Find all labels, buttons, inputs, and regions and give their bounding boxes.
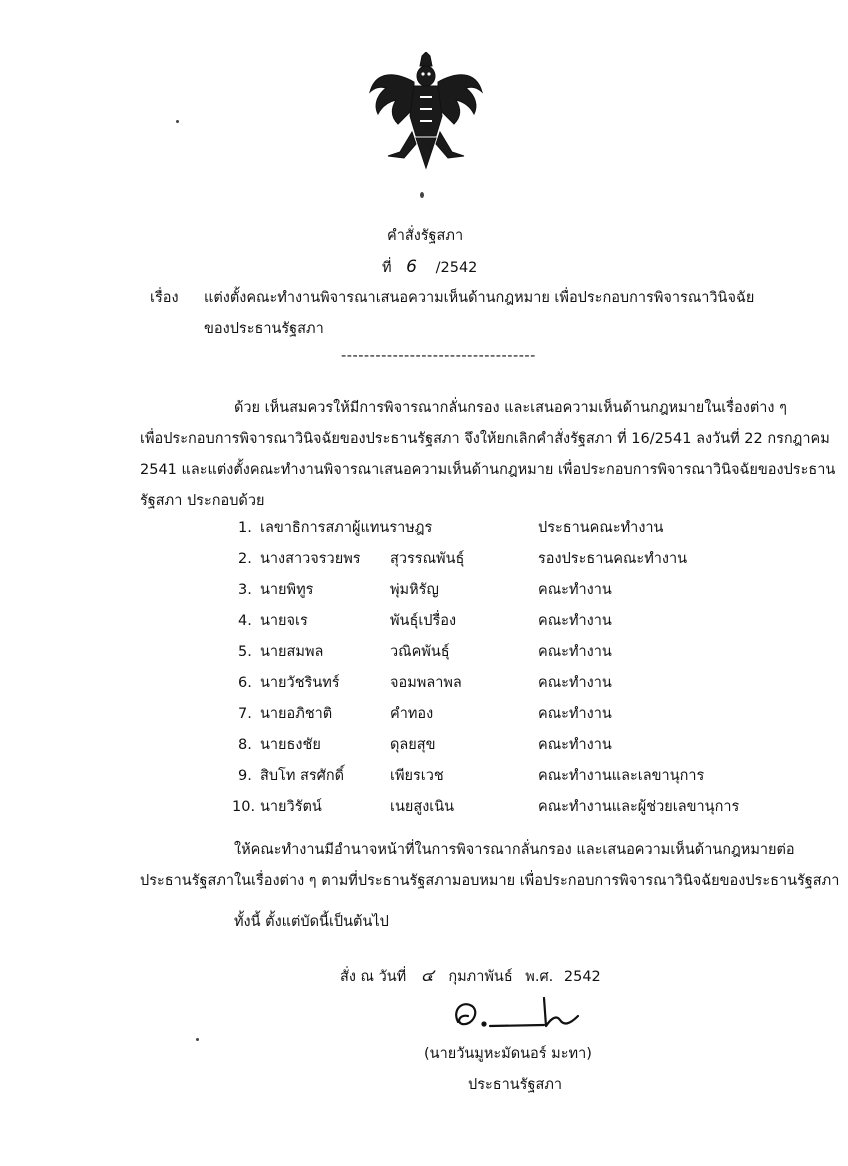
member-first-name: นายวัชรินทร์ — [260, 675, 340, 691]
member-first-name: นายวิรัตน์ — [260, 799, 322, 815]
signing-day: ๔ — [420, 966, 434, 986]
member-first-name: นางสาวจรวยพร — [260, 551, 361, 567]
member-first-name: สิบโท สรศักดิ์ — [260, 768, 345, 784]
paragraph-1-line-4: รัฐสภา ประกอบด้วย — [140, 493, 265, 509]
scan-speck — [420, 192, 424, 198]
signing-year-prefix: พ.ศ. — [525, 969, 554, 985]
subject-line-2: ของประธานรัฐสภา — [204, 321, 324, 337]
member-last-name: เพียรเวช — [390, 768, 444, 784]
member-number: 9. — [238, 768, 252, 784]
paragraph-1-line-3: 2541 และแต่งตั้งคณะทำงานพิจารณาเสนอความเห็นด้านกฎหมาย เพื่อประกอบการพิจารณาวินิจฉัยของประธาน — [140, 462, 836, 478]
member-role: คณะทำงาน — [538, 675, 612, 691]
garuda-emblem — [366, 52, 486, 170]
member-role: คณะทำงานและเลขานุการ — [538, 768, 705, 784]
member-role: คณะทำงานและผู้ช่วยเลขานุการ — [538, 799, 740, 815]
member-role: ประธานคณะทำงาน — [538, 520, 664, 536]
member-role: คณะทำงาน — [538, 613, 612, 629]
signing-year: 2542 — [563, 969, 601, 985]
member-first-name: นายธงชัย — [260, 737, 321, 753]
member-last-name: สุวรรณพันธุ์ — [390, 551, 465, 567]
member-number: 8. — [238, 737, 252, 753]
member-role: รองประธานคณะทำงาน — [538, 551, 688, 567]
member-last-name: จอมพลาพล — [390, 675, 462, 691]
order-number-line — [382, 257, 477, 278]
member-number: 10. — [232, 799, 256, 815]
order-title: คำสั่งรัฐสภา — [387, 228, 464, 244]
separator-line: ---------------------------------- — [341, 348, 536, 364]
member-number: 1. — [238, 520, 252, 536]
member-number: 2. — [238, 551, 252, 567]
member-number: 5. — [238, 644, 252, 660]
member-number: 3. — [238, 582, 252, 598]
scan-speck — [196, 1038, 199, 1041]
order-number-prefix: ที่ — [382, 260, 392, 276]
member-role: คณะทำงาน — [538, 737, 612, 753]
member-first-name: เลขาธิการสภาผู้แทนราษฎร — [260, 520, 433, 536]
member-first-name: นายพิทูร — [260, 582, 314, 598]
member-role: คณะทำงาน — [538, 582, 612, 598]
scan-speck — [176, 120, 179, 123]
signing-date-prefix: สั่ง ณ วันที่ — [340, 969, 407, 985]
signer-name: (นายวันมูหะมัดนอร์ มะทา) — [424, 1046, 592, 1062]
handwritten-signature — [448, 996, 588, 1036]
member-number: 7. — [238, 706, 252, 722]
member-last-name: พุ่มหิรัญ — [390, 582, 439, 598]
member-first-name: นายอภิชาติ — [260, 706, 333, 722]
paragraph-2-line-2: ประธานรัฐสภาในเรื่องต่าง ๆ ตามที่ประธานรัฐสภามอบหมาย เพื่อประกอบการพิจารณาวินิจฉัยของประธานรัฐสภา — [140, 873, 840, 889]
member-first-name: นายจเร — [260, 613, 308, 629]
paragraph-1-line-2: เพื่อประกอบการพิจารณาวินิจฉัยของประธานรัฐสภา จึงให้ยกเลิกคำสั่งรัฐสภา ที่ 16/2541 ลงวันที่ 22 กรกฎาคม — [140, 431, 830, 447]
member-last-name: เนยสูงเนิน — [390, 799, 455, 815]
member-number: 6. — [238, 675, 252, 691]
paragraph-1-line-1: ด้วย เห็นสมควรให้มีการพิจารณากลั่นกรอง และเสนอความเห็นด้านกฎหมายในเรื่องต่าง ๆ — [234, 400, 787, 416]
member-number: 4. — [238, 613, 252, 629]
paragraph-3: ทั้งนี้ ตั้งแต่บัดนี้เป็นต้นไป — [234, 914, 389, 930]
signing-date-line — [340, 966, 601, 987]
member-last-name: วณิคพันธุ์ — [390, 644, 450, 660]
member-last-name: พันธุ์เปรื่อง — [390, 613, 457, 629]
order-number: 6 — [406, 257, 417, 277]
signing-month: กุมภาพันธ์ — [448, 969, 513, 985]
member-last-name: คำทอง — [390, 706, 434, 722]
member-first-name: นายสมพล — [260, 644, 324, 660]
subject-line-1: แต่งตั้งคณะทำงานพิจารณาเสนอความเห็นด้านกฎหมาย เพื่อประกอบการพิจารณาวินิจฉัย — [204, 290, 755, 306]
subject-label: เรื่อง — [150, 290, 179, 306]
member-last-name: ดุลยสุข — [390, 737, 436, 753]
order-number-year: /2542 — [435, 260, 478, 276]
signer-title: ประธานรัฐสภา — [468, 1077, 563, 1093]
member-role: คณะทำงาน — [538, 644, 612, 660]
paragraph-2-line-1: ให้คณะทำงานมีอำนาจหน้าที่ในการพิจารณากลั่นกรอง และเสนอความเห็นด้านกฎหมายต่อ — [234, 842, 795, 858]
member-role: คณะทำงาน — [538, 706, 612, 722]
